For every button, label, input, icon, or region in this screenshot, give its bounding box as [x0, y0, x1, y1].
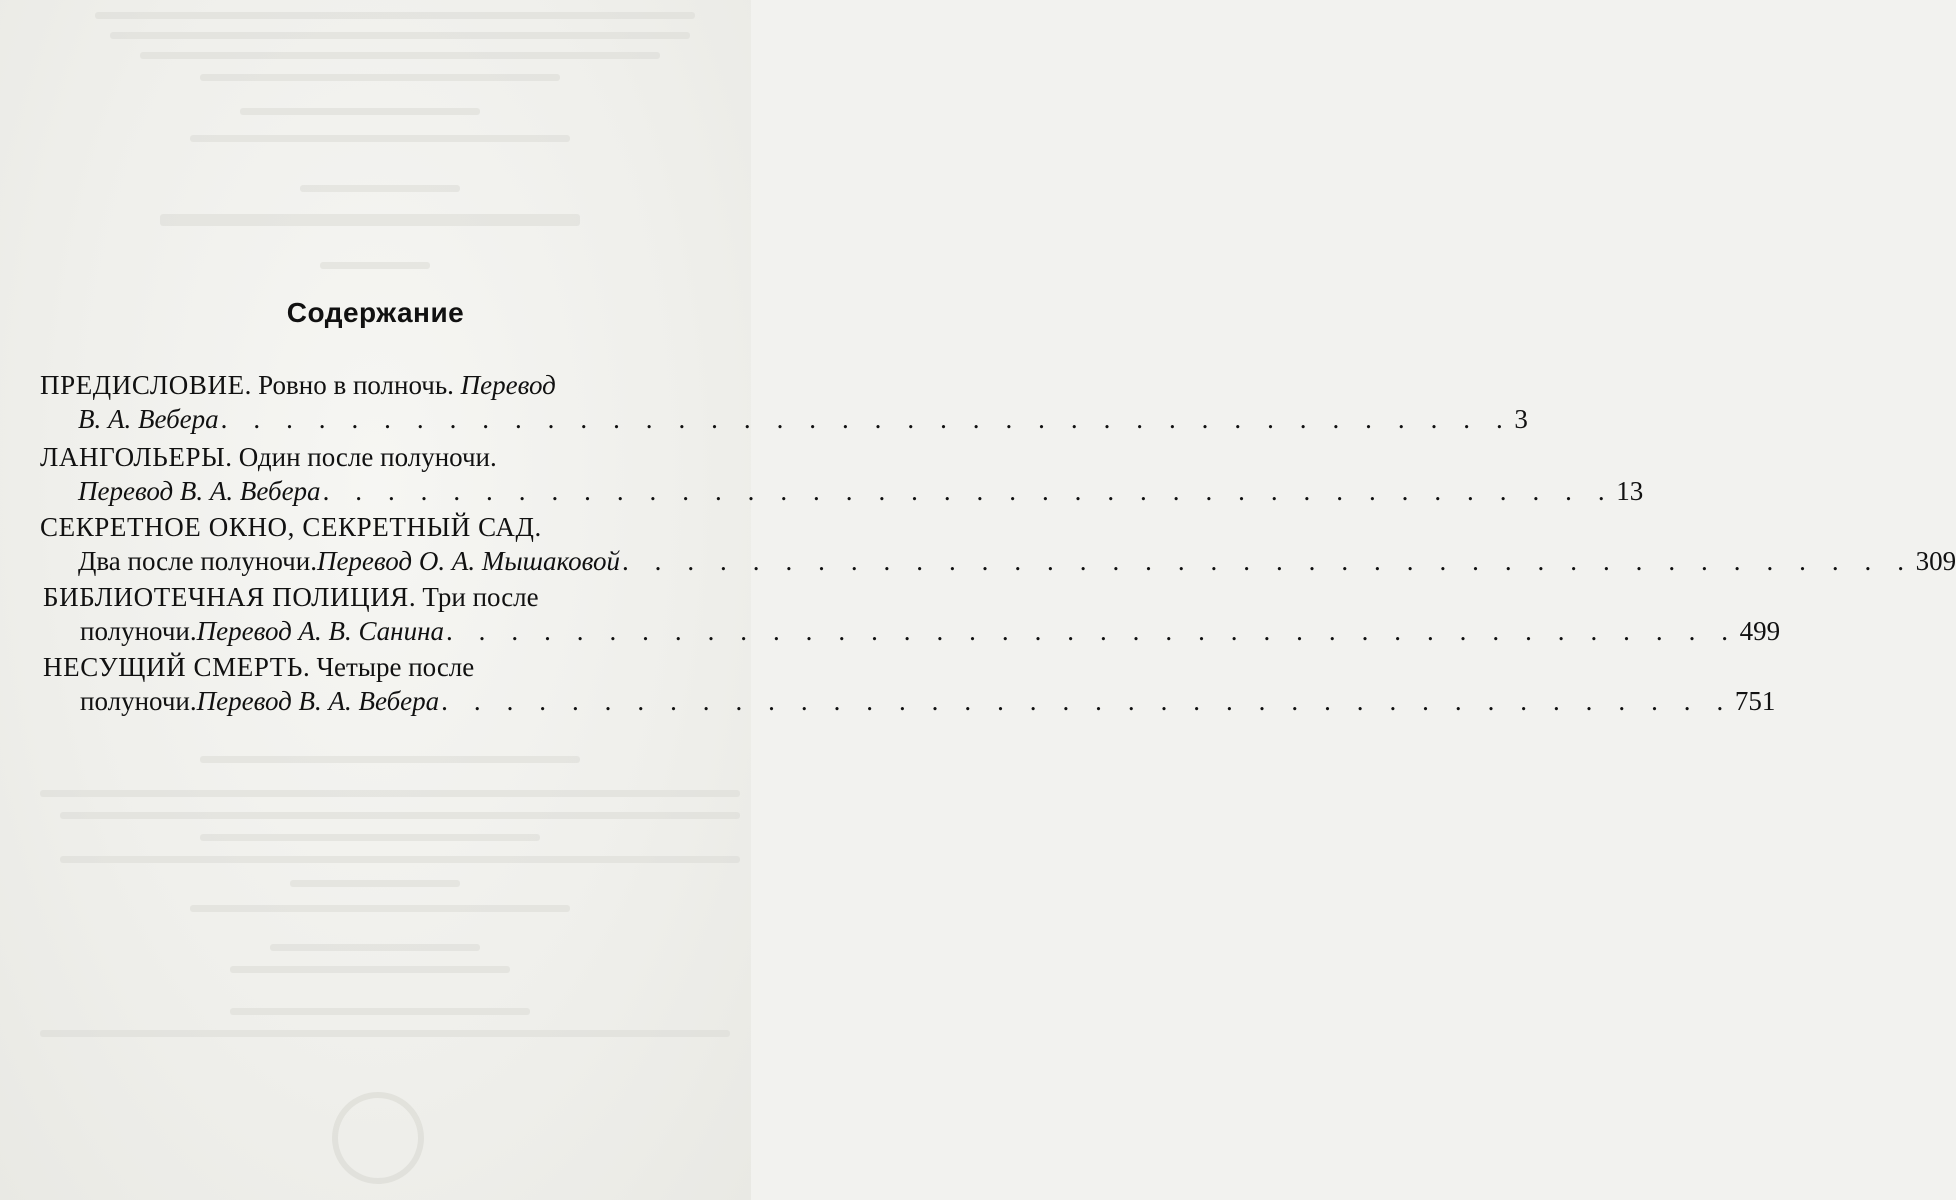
page-title: Содержание [286, 297, 465, 328]
toc-entry-line2-text: полуночи. [80, 616, 197, 646]
toc-entry-title [40, 368, 556, 402]
toc-page-number: 499 [1739, 616, 1781, 646]
toc-entry-page-line [78, 544, 1956, 578]
toc-page-number: 13 [1616, 476, 1644, 506]
toc-entry-translator: В. А. Вебера [78, 404, 219, 434]
toc-leader-dots: . . . . . . . . . . . . . . . . . . . . . . . . . . . . . . . . . . . . . . . . [441, 686, 1733, 716]
toc-entry-translator: Перевод А. В. Санина [196, 616, 444, 646]
toc-entry-page-line [80, 684, 1776, 718]
toc-leader-dots: . . . . . . . . . . . . . . . . . . . . . . . . . . . . . . . . . . . . . . . . [220, 404, 1513, 434]
toc-entry-page-line [80, 614, 1781, 648]
toc-entry-translator: Перевод В. А. Вебера [196, 686, 440, 716]
toc-page-number: 3 [1514, 404, 1528, 434]
toc-entry-line2-text: Два после полуночи. [78, 546, 317, 576]
toc-leader-dots: . . . . . . . . . . . . . . . . . . . . . . . . . . . . . . . . . . . . . . . . [445, 616, 1738, 646]
toc-entry-subtitle: . [534, 512, 542, 542]
toc-page-number: 309 [1915, 546, 1956, 576]
toc-entry-page-line [78, 474, 1644, 508]
toc-entry-title [43, 580, 539, 614]
toc-entry-title [43, 650, 474, 684]
toc-entry-caps: БИБЛИОТЕЧНАЯ ПОЛИЦИЯ [43, 582, 409, 612]
toc-entry-line2-text: полуночи. [80, 686, 197, 716]
toc-entry-subtitle: . Три после [408, 582, 539, 612]
toc-entry-title [40, 510, 541, 544]
toc-entry-subtitle: . Четыре после [303, 652, 475, 682]
toc-entry-caps: НЕСУЩИЙ СМЕРТЬ [43, 652, 303, 682]
toc-entry-caps: ПРЕДИСЛОВИЕ [40, 370, 245, 400]
toc-entry-caps: СЕКРЕТНОЕ ОКНО, СЕКРЕТНЫЙ САД [40, 512, 535, 542]
toc-entry-translator: Перевод О. А. Мышаковой [316, 546, 620, 576]
toc-page-number: 751 [1734, 686, 1776, 716]
toc-entry-translator-label: Перевод [460, 370, 556, 400]
toc-entry-subtitle: . Ровно в полночь. [244, 370, 461, 400]
toc-leader-dots: . . . . . . . . . . . . . . . . . . . . . . . . . . . . . . . . . . . . . . . . [322, 476, 1615, 506]
toc-entry-title [40, 440, 497, 474]
toc-entry-caps: ЛАНГОЛЬЕРЫ [40, 442, 226, 472]
toc-entry-translator: Перевод В. А. Вебера [78, 476, 321, 506]
toc-entry-subtitle: . Один после полуночи. [225, 442, 497, 472]
toc-leader-dots: . . . . . . . . . . . . . . . . . . . . . . . . . . . . . . . . . . . . . . . . [621, 546, 1914, 576]
toc-entry-page-line [78, 402, 1528, 436]
